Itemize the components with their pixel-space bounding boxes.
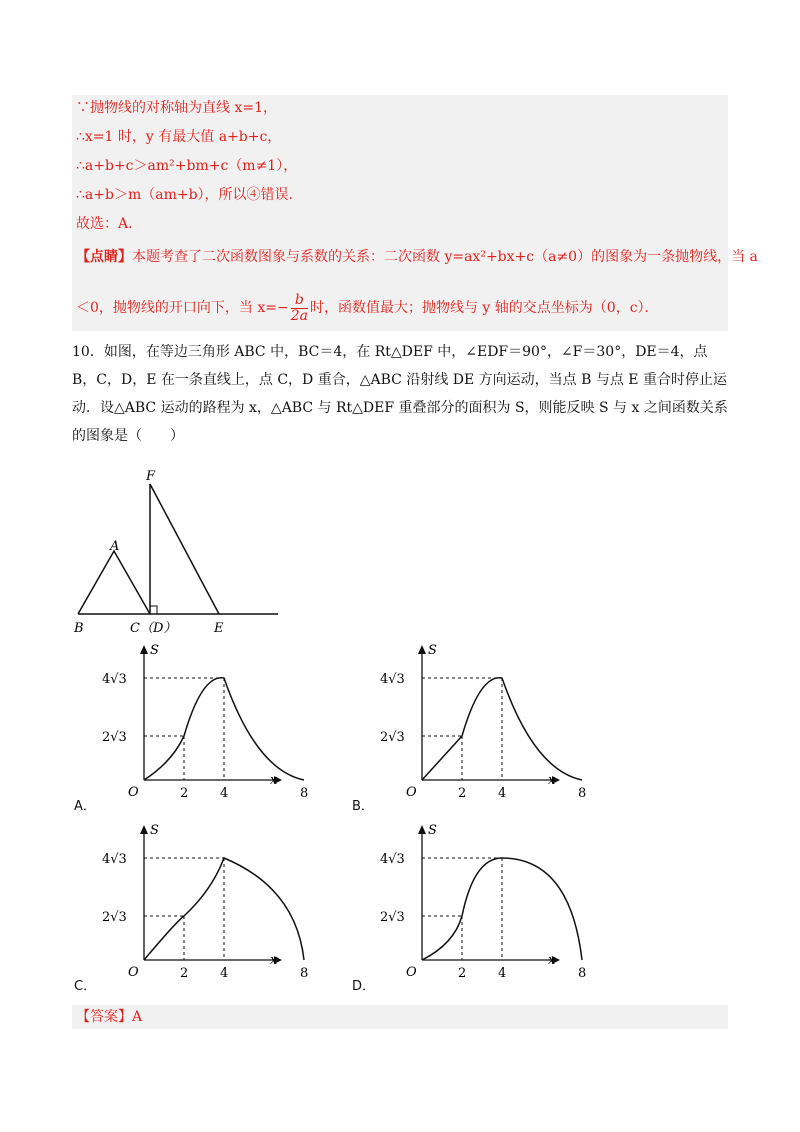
option-c-label: C． [74, 979, 97, 994]
option-b-graph [370, 640, 587, 805]
option-a-graph [92, 640, 309, 805]
x-tick-label: 8 [300, 966, 309, 981]
x-tick-label: 2 [458, 786, 467, 801]
label-a: A [110, 539, 120, 554]
x-tick-label: 8 [300, 786, 309, 801]
solution-line-1: ∵抛物线的对称轴为直线 x=1， [76, 100, 277, 116]
x-tick-label: 4 [220, 786, 229, 801]
y-axis-label: S [428, 643, 437, 658]
y-axis-arrow [418, 645, 426, 654]
question-text: 10．如图，在等边三角形 ABC 中，BC＝4，在 Rt△DEF 中，∠EDF＝90°，∠F＝30°，DE＝4，点 B，C，D，E 在一条直线上，点 C，D 重合，△ABC 沿射线 DE 方向运动，当点 B 与点 E 重合时停止运动．设△ABC 运动的路程为 x，△ABC 与 Rt△DEF 重叠部分的面积为 S，则能反映 S 与 x 之间函数关系的图象是（ ） [72, 344, 728, 444]
y-tick-high: 4√3 [102, 852, 127, 867]
y-tick-mid: 2√3 [102, 910, 127, 925]
x-axis-label: x [548, 953, 556, 968]
y-tick-high: 4√3 [380, 672, 405, 687]
answer-tag: 【答案】 [76, 1009, 132, 1025]
answer-value: A [132, 1009, 143, 1025]
right-angle-mark [150, 606, 157, 614]
x-axis-label: x [548, 773, 556, 788]
origin-label: O [406, 965, 417, 980]
y-axis-arrow [140, 825, 148, 834]
label-e: E [214, 621, 224, 636]
note-line-2 [76, 291, 659, 325]
y-axis-arrow [418, 825, 426, 834]
label-b: B [74, 621, 84, 636]
origin-label: O [128, 785, 139, 800]
y-axis-label: S [428, 823, 437, 838]
option-c-graph [92, 820, 309, 985]
y-tick-mid: 2√3 [102, 730, 127, 745]
x-tick-label: 2 [458, 966, 467, 981]
y-axis-arrow [140, 645, 148, 654]
option-b-label: B． [352, 799, 374, 814]
x-axis-label: x [270, 953, 278, 968]
x-tick-label: 4 [498, 966, 507, 981]
answer-block [72, 1005, 728, 1029]
y-tick-mid: 2√3 [380, 730, 405, 745]
x-axis-label: x [270, 773, 278, 788]
origin-label: O [406, 785, 417, 800]
origin-label: O [128, 965, 139, 980]
solution-line-3: ∴a+b+c＞am²+bm+c（m≠1）， [76, 158, 298, 174]
triangle-figure [70, 462, 290, 642]
option-d-label: D． [352, 979, 376, 994]
y-axis-label: S [150, 643, 159, 658]
solution-line-5: 故选：A． [76, 216, 143, 232]
note-text-2a: ＜0，抛物线的开口向下，当 x= [76, 300, 277, 316]
x-tick-label: 4 [220, 966, 229, 981]
y-tick-mid: 2√3 [380, 910, 405, 925]
option-a-label: A． [74, 799, 96, 814]
answer-line [76, 1005, 142, 1029]
frac-numerator: b [291, 293, 308, 309]
label-f: F [146, 469, 156, 484]
solution-line-4: ∴a+b＞m（am+b），所以④错误． [76, 187, 303, 203]
x-tick-label: 2 [180, 786, 189, 801]
option-d-graph [370, 820, 587, 985]
y-axis-label: S [150, 823, 159, 838]
note-text-2b: 时，函数值最大；抛物线与 y 轴的交点坐标为（0，c）． [309, 300, 659, 316]
solution-block [72, 95, 758, 331]
y-tick-high: 4√3 [102, 672, 127, 687]
x-tick-label: 4 [498, 786, 507, 801]
triangle-abc [78, 551, 150, 614]
fraction [291, 293, 308, 324]
x-tick-label: 2 [180, 966, 189, 981]
x-tick-label: 8 [578, 966, 587, 981]
label-cd: C（D） [130, 621, 177, 636]
note-line-1 [76, 248, 758, 266]
note-tag: 【点睛】 [76, 249, 132, 265]
frac-denominator: 2a [290, 307, 308, 324]
note-text-1: 本题考查了二次函数图象与系数的关系：二次函数 y=ax²+bx+c（a≠0）的图象为一条抛物线，当 a [132, 249, 758, 265]
y-tick-high: 4√3 [380, 852, 405, 867]
triangle-def [150, 484, 219, 614]
x-tick-label: 8 [578, 786, 587, 801]
frac-minus: − [276, 300, 289, 316]
solution-line-2: ∴x=1 时，y 有最大值 a+b+c， [76, 129, 282, 145]
